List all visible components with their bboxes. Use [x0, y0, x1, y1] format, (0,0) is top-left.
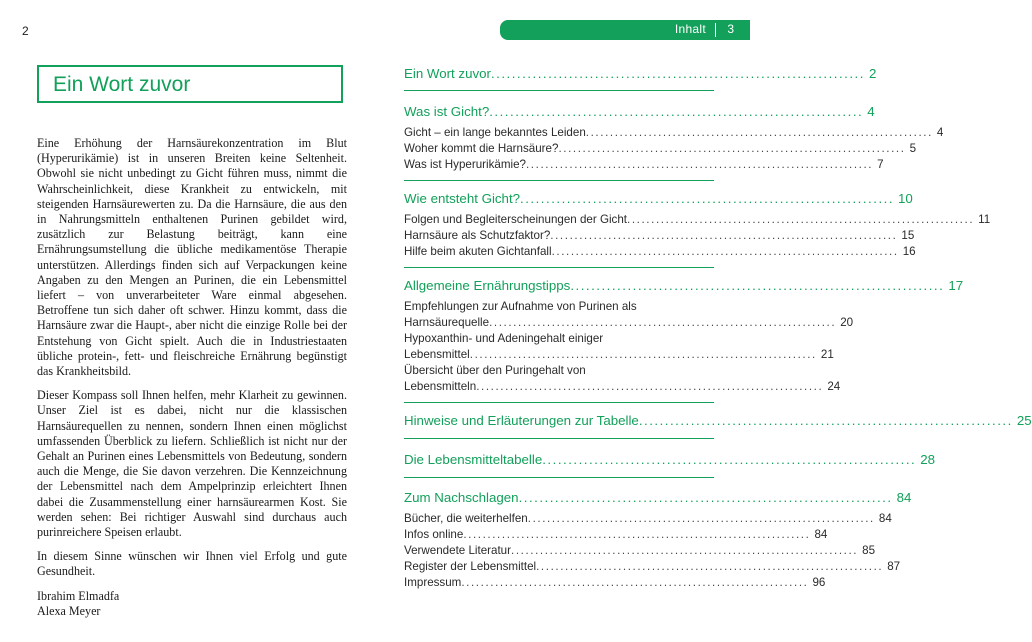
toc-entry-title: Was ist Hyperurikämie?	[404, 158, 526, 171]
foreword-paragraph: Eine Erhöhung der Harnsäurekonzentration im Blut (Hyperurikämie) ist in unseren Breiten keine Seltenheit. Obwohl sie nicht unbedingt zu Gicht führen muss, nimmt die Wahrscheinlichkeit, diese Krankheit zu entwickeln, mit steigenden Harnsäurewerten zu. Da die Harnsäure, die aus den in Nahrungsmitteln enthaltenen Purinen gebildet wird, zusätzlich zur Belastung beiträgt, kann eine Ernährungsumstellung die übliche medikamentöse Therapie unterstützen. Allerdings finden sich auf Verpackungen keine Angaben zu den Mengen an Purinen, die ein Lebensmittel liefert – von unverarbeiteter Ware einmal abgesehen. Betroffene tun sich daher oft schwer. Hinzu kommt, dass die Harnsäure zwar die Haupt-, aber nicht die einzige Rolle bei der Entstehung von Gicht spielt. Auch die in Industriestaaten übliche protein-, fett- und fleischreiche Ernährung begünstigt das Krankheitsbild.	[37, 136, 347, 379]
toc-page-number: 11	[978, 213, 991, 226]
toc-divider	[404, 90, 714, 91]
toc-page-number: 28	[920, 452, 936, 467]
toc-entry-title: Verwendete Literatur	[404, 544, 511, 557]
toc-page-number: 84	[896, 490, 912, 505]
author-name: Alexa Meyer	[37, 603, 101, 618]
toc-section[interactable]	[404, 66, 877, 81]
toc-divider	[404, 402, 714, 403]
toc-leader-dots: ........................................................................	[527, 512, 875, 525]
author-name: Ibrahim Elmadfa	[37, 588, 120, 603]
toc-page-number: 17	[948, 278, 964, 293]
toc-section-title: Hinweise und Erläuterungen zur Tabelle	[404, 413, 639, 428]
toc-entry[interactable]	[404, 380, 841, 393]
toc-page-number: 4	[936, 126, 944, 139]
toc-entry-title-line: Empfehlungen zur Aufnahme von Purinen als	[404, 300, 637, 313]
toc-leader-dots: ........................................................................	[463, 528, 811, 541]
toc-divider	[404, 267, 714, 268]
toc-leader-dots: ........................................................................	[536, 560, 884, 573]
toc-page-number: 5	[909, 142, 917, 155]
toc-entry-title: Hilfe beim akuten Gichtanfall	[404, 245, 552, 258]
toc-entry[interactable]	[404, 158, 884, 171]
toc-page-number: 7	[877, 158, 884, 171]
right-page-number: 3	[727, 22, 734, 36]
toc-leader-dots: ........................................................................	[511, 544, 859, 557]
toc-entry-title: Lebensmittel	[404, 348, 470, 361]
toc-leader-dots: ........................................................................	[585, 126, 933, 139]
toc-leader-dots: ........................................................................	[525, 158, 874, 171]
toc-entry-title-line: Hypoxanthin- und Adeningehalt einiger	[404, 332, 604, 345]
toc-leader-dots: ........................................................................	[469, 348, 817, 361]
toc-leader-dots: ........................................................................	[558, 142, 906, 155]
toc-leader-dots: ........................................................................	[550, 229, 898, 242]
toc-entry-title: Gicht – ein lange bekanntes Leiden	[404, 126, 586, 139]
toc-leader-dots: ........................................................................	[489, 104, 864, 119]
foreword-paragraph: In diesem Sinne wünschen wir Ihnen viel Erfolg und gute Gesundheit.	[37, 549, 347, 579]
toc-divider	[404, 438, 714, 439]
toc-page-number: 4	[867, 104, 875, 119]
toc-leader-dots: ........................................................................	[520, 191, 895, 206]
toc-page-number: 85	[862, 544, 876, 557]
toc-section[interactable]	[404, 278, 964, 293]
toc-entry-title: Bücher, die weiterhelfen	[404, 512, 528, 525]
foreword-title-box	[37, 65, 343, 103]
toc-page-number: 96	[812, 576, 826, 589]
toc-leader-dots: ........................................................................	[570, 278, 945, 293]
toc-entry-title: Folgen und Begleiterscheinungen der Gicht	[404, 213, 628, 226]
toc-section-title: Zum Nachschlagen	[404, 490, 519, 505]
toc-entry-title: Lebensmitteln	[404, 380, 477, 393]
toc-section[interactable]	[404, 413, 1032, 428]
toc-divider	[404, 477, 714, 478]
toc-leader-dots: ........................................................................	[638, 413, 1013, 428]
toc-leader-dots: ........................................................................	[627, 213, 975, 226]
toc-section[interactable]	[404, 191, 913, 206]
toc-page-number: 21	[820, 348, 834, 361]
toc-entry-title: Impressum	[404, 576, 462, 589]
toc-entry[interactable]	[404, 229, 915, 242]
toc-entry-title: Infos online	[404, 528, 464, 541]
toc-entry-title: Harnsäurequelle	[404, 316, 490, 329]
toc-entry[interactable]	[404, 576, 826, 589]
toc-section[interactable]	[404, 104, 875, 119]
toc-entry[interactable]	[404, 348, 834, 361]
toc-entry[interactable]	[404, 142, 917, 155]
toc-section[interactable]	[404, 490, 912, 505]
foreword-paragraph: Dieser Kompass soll Ihnen helfen, mehr Klarheit zu gewinnen. Unser Ziel ist es dabei, nicht nur die klassischen Harnsäurequellen zu nennen, sondern Ihnen einen möglichst umfassenden Überblick zu liefern. Schließlich ist nicht nur der Gehalt an Purinen eines Lebensmittels von Bedeutung, sondern auch die Menge, die Sie davon verzehren. Die Kennzeichnung der Lebensmittel nach dem Ampelprinzip erleichtert Ihnen dabei die Zusammenstellung einer harnsäurearmen Kost. Sie werden sehen: Bei richtiger Auswahl sind durchaus auch purinreichere Speisen erlaubt.	[37, 388, 347, 540]
toc-entry[interactable]	[404, 512, 892, 525]
toc-section-title: Wie entsteht Gicht?	[404, 191, 521, 206]
toc-entry[interactable]	[404, 213, 991, 226]
toc-entry-title: Harnsäure als Schutzfaktor?	[404, 229, 551, 242]
toc-page-number: 84	[814, 528, 828, 541]
toc-entry[interactable]	[404, 126, 944, 139]
toc-entry[interactable]	[404, 544, 876, 557]
toc-page-number: 20	[840, 316, 854, 329]
toc-leader-dots: ........................................................................	[461, 576, 809, 589]
toc-leader-dots: ........................................................................	[476, 380, 824, 393]
toc-entry[interactable]	[404, 528, 828, 541]
toc-entry[interactable]	[404, 560, 901, 573]
toc-leader-dots: ........................................................................	[551, 245, 899, 258]
toc-page-number: 87	[887, 560, 901, 573]
toc-section[interactable]	[404, 452, 936, 467]
toc-leader-dots: ........................................................................	[490, 66, 865, 81]
toc-page-number: 2	[868, 66, 877, 81]
toc-page-number: 25	[1016, 413, 1032, 428]
toc-page-number: 84	[878, 512, 892, 525]
foreword-title: Ein Wort zuvor	[53, 73, 191, 96]
section-header-title: Inhalt	[674, 22, 706, 36]
toc-section-title: Die Lebensmitteltabelle	[404, 452, 543, 467]
toc-page-number: 16	[902, 245, 916, 258]
section-header-tab	[500, 20, 750, 40]
toc-page-number: 10	[898, 191, 913, 206]
foreword-body	[37, 136, 347, 619]
toc-section-title: Was ist Gicht?	[404, 104, 490, 119]
toc-entry[interactable]	[404, 316, 854, 329]
toc-section-title: Ein Wort zuvor	[404, 66, 491, 81]
toc-entry[interactable]	[404, 245, 916, 258]
left-page-number: 2	[22, 24, 29, 38]
toc-divider	[404, 180, 714, 181]
toc-entry-title-line: Übersicht über den Puringehalt von	[404, 364, 586, 377]
toc-section-title: Allgemeine Ernährungstipps	[404, 278, 571, 293]
toc-leader-dots: ........................................................................	[489, 316, 837, 329]
toc-page-number: 15	[901, 229, 915, 242]
header-separator	[715, 23, 716, 37]
toc-leader-dots: ........................................................................	[518, 490, 893, 505]
toc-leader-dots: ........................................................................	[542, 452, 917, 467]
toc-entry-title: Register der Lebensmittel	[404, 560, 537, 573]
toc-page-number: 24	[827, 380, 841, 393]
toc-entry-title: Woher kommt die Harnsäure?	[404, 142, 559, 155]
